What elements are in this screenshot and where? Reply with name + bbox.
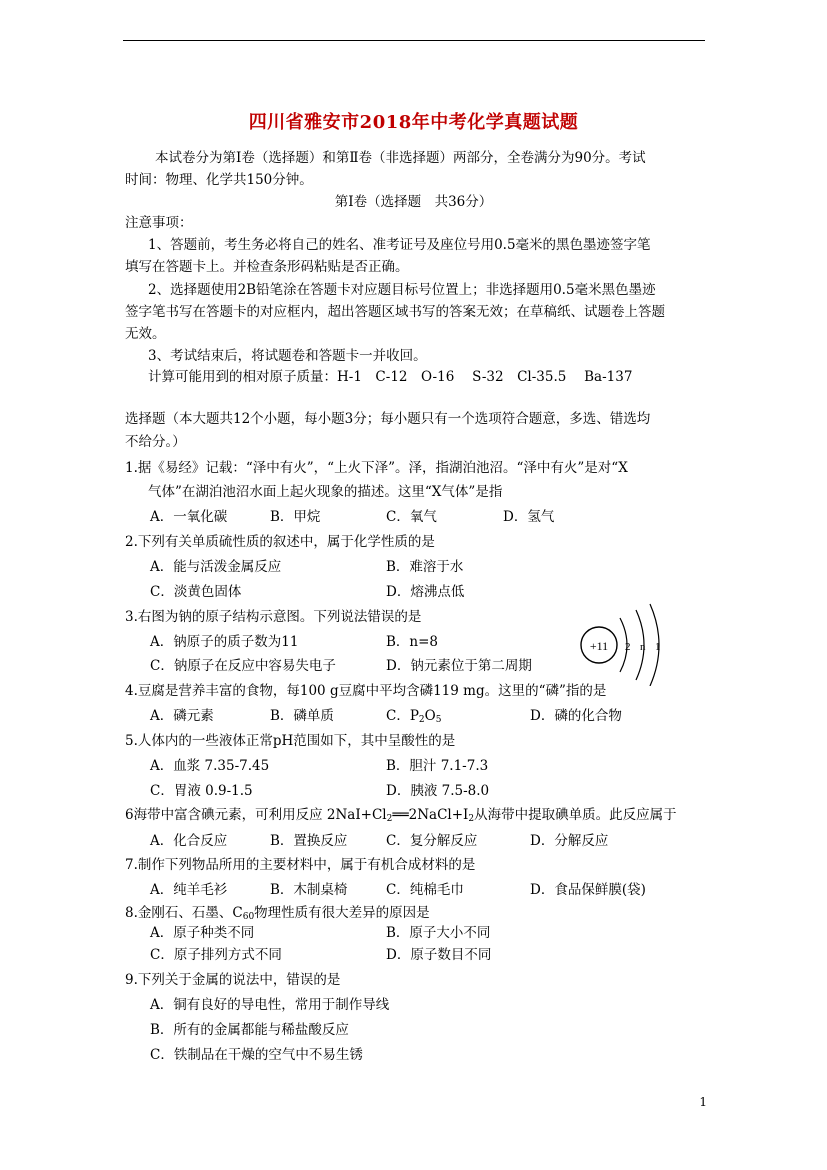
q5-option-b: B．胆汁 7.1-7.3 [386,758,489,774]
q2-option-d: D．熔沸点低 [386,584,465,600]
q3-option-a: A．钠原子的质子数为11 [150,634,299,650]
q9-stem: 9.下列关于金属的说法中，错误的是 [125,972,341,988]
note-2-line-c: 无效。 [125,326,166,342]
sodium-atom-diagram [578,600,668,686]
q4-c-sub1: 2 [418,715,425,725]
q7-option-c: C．纯棉毛巾 [386,882,464,898]
intro-line-1: 本试卷分为第Ⅰ卷（选择题）和第Ⅱ卷（非选择题）两部分，全卷满分为90分。考试 [155,150,646,166]
q1-option-d: D．氢气 [503,509,555,525]
q7-option-d: D．食品保鲜膜(袋) [530,882,646,898]
shell-1-count: 2 [625,641,631,653]
q3-stem: 3.右图为钠的原子结构示意图。下列说法错误的是 [125,609,422,625]
q6-stem [125,806,677,828]
section-heading: 第Ⅰ卷（选择题 共36分） [334,194,493,210]
q2-stem: 2.下列有关单质硫性质的叙述中，属于化学性质的是 [125,534,435,550]
q6-option-a: A．化合反应 [150,833,228,849]
q8-stem-a: 8.金刚石、石墨、C [125,905,243,921]
q6-option-d: D．分解反应 [530,833,609,849]
q6-sub-1: 2 [386,814,393,824]
q1-stem-b: 气体”在湖泊池沼水面上起火现象的描述。这里“X气体”是指 [148,484,503,500]
nucleus-label: +11 [589,639,609,653]
notes-heading: 注意事项： [125,215,193,231]
q7-option-b: B．木制桌椅 [270,882,348,898]
atomic-masses: 计算可能用到的相对原子质量：H-1 C-12 O-16 S-32 Cl-35.5 Ba-137 [148,369,633,385]
q4-c-mid: O [424,708,436,724]
q6-stem-b: ══2NaCl+I [392,807,469,823]
q6-sub-2: 2 [468,814,475,824]
q8-stem-b: 物理性质有很大差异的原因是 [254,905,430,921]
q7-stem: 7.制作下列物品所用的主要材料中，属于有机合成材料的是 [125,857,476,873]
note-1-line-b: 填写在答题卡上。并检查条形码粘贴是否正确。 [125,259,409,275]
q8-stem [125,904,430,926]
q5-option-d: D．胰液 7.5-8.0 [386,783,490,799]
q4-c-sub2: 5 [435,715,442,725]
shell-3-count: 1 [655,641,661,653]
q9-option-c: C．铁制品在干燥的空气中不易生锈 [150,1047,363,1063]
shell-2-count: n [640,641,646,653]
q3-option-b: B．n=8 [386,634,439,650]
note-3: 3、考试结束后，将试题卷和答题卡一并收回。 [148,348,427,364]
q9-option-b: B．所有的金属都能与稀盐酸反应 [150,1022,349,1038]
q6-stem-c: 从海带中提取碘单质。此反应属于 [474,807,677,823]
q9-option-a: A．铜有良好的导电性，常用于制作导线 [150,997,390,1013]
q6-option-c: C．复分解反应 [386,833,478,849]
q6-option-b: B．置换反应 [270,833,348,849]
choice-intro-a: 选择题（本大题共12个小题，每小题3分；每小题只有一个选项符合题意，多选、错选均 [125,411,651,427]
q8-option-b: B．原子大小不同 [386,925,491,941]
q8-option-a: A．原子种类不同 [150,925,255,941]
q5-option-c: C．胃液 0.9-1.5 [150,783,253,799]
q2-option-a: A．能与活泼金属反应 [150,559,282,575]
q8-sub: 60 [242,912,255,922]
q1-option-c: C．氧气 [386,509,437,525]
page-number: 1 [699,1095,707,1109]
q1-option-a: A．一氧化碳 [150,509,228,525]
q8-option-c: C．原子排列方式不同 [150,947,282,963]
q4-option-c [386,707,441,729]
q4-c-prefix: C．P [386,708,419,724]
q3-option-d: D．钠元素位于第二周期 [386,658,532,674]
note-2-line-a: 2、选择题使用2B铅笔涂在答题卡对应题目标号位置上；非选择题用0.5毫米黑色墨迹 [148,282,656,298]
choice-intro-b: 不给分。） [125,434,186,450]
q8-option-d: D．原子数目不同 [386,947,492,963]
q6-stem-a: 6海带中富含碘元素，可利用反应 2NaI+Cl [125,807,387,823]
q7-option-a: A．纯羊毛衫 [150,882,228,898]
intro-line-2: 时间：物理、化学共150分钟。 [125,172,313,188]
header-rule [123,40,705,41]
q2-option-b: B．难溶于水 [386,559,464,575]
note-2-line-b: 签字笔书写在答题卡的对应框内，超出答题区域书写的答案无效；在草稿纸、试题卷上答题 [125,304,665,320]
q4-option-a: A．磷元素 [150,708,214,724]
q4-stem: 4.豆腐是营养丰富的食物，每100 g豆腐中平均含磷119 mg。这里的“磷”指的是 [125,683,607,699]
q5-stem: 5.人体内的一些液体正常pH范围如下，其中呈酸性的是 [125,733,456,749]
q1-option-b: B．甲烷 [270,509,321,525]
q2-option-c: C．淡黄色固体 [150,584,242,600]
q4-option-d: D．磷的化合物 [530,708,622,724]
q5-option-a: A．血浆 7.35-7.45 [150,758,270,774]
q4-option-b: B．磷单质 [270,708,334,724]
note-1-line-a: 1、答题前，考生务必将自己的姓名、准考证号及座位号用0.5毫米的黑色墨迹签字笔 [148,237,651,253]
page-title: 四川省雅安市2018年中考化学真题试题 [248,112,579,133]
q3-option-c: C．钠原子在反应中容易失电子 [150,658,336,674]
q1-stem-a: 1.据《易经》记载：“泽中有火”，“上火下泽”。泽，指湖泊池沼。“泽中有火”是对“X [125,460,628,476]
